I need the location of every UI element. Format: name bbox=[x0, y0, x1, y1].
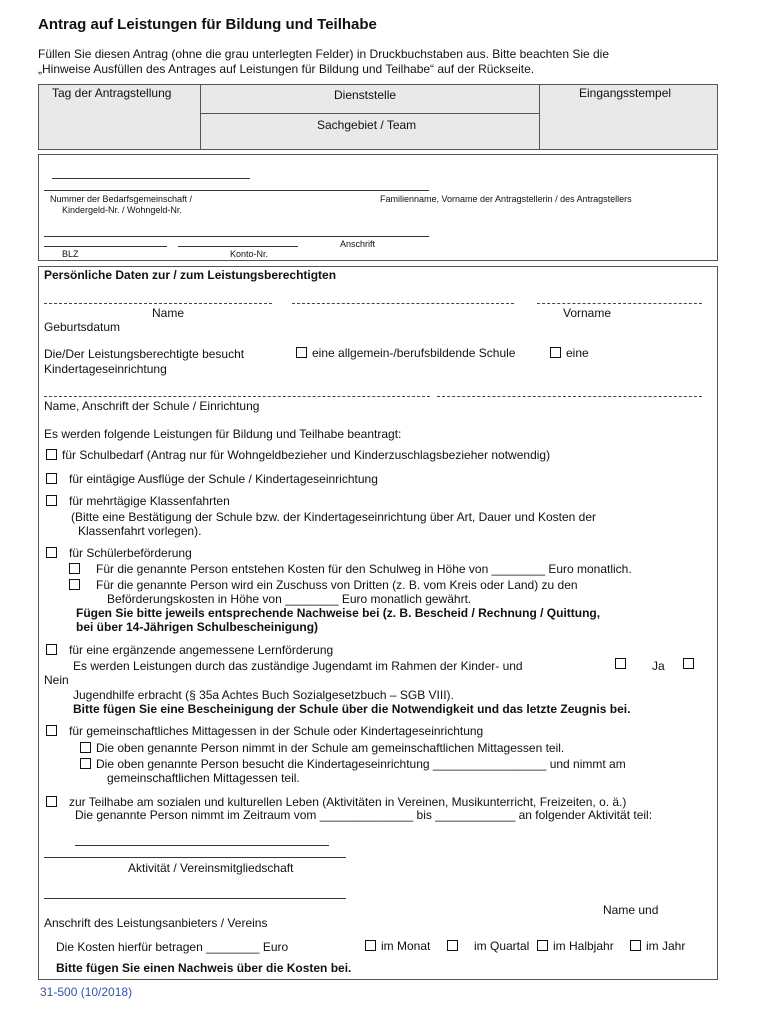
school-option[interactable]: eine allgemein-/berufsbildende Schule bbox=[296, 346, 515, 360]
yearly-checkbox[interactable] bbox=[630, 940, 641, 951]
firstname-label: Vorname bbox=[563, 306, 612, 320]
account-label: Konto-Nr. bbox=[230, 249, 269, 259]
provider-label-2: Anschrift des Leistungsanbieters / Vereins bbox=[44, 916, 268, 930]
befoerderung-a-checkbox[interactable] bbox=[69, 563, 80, 574]
monthly-option[interactable]: im Monat bbox=[365, 939, 430, 953]
school-checkbox[interactable] bbox=[296, 347, 307, 358]
name-label: Name bbox=[152, 306, 185, 320]
befoerderung-b-line-2: Beförderungskosten in Höhe von ________ Euro monatlich gewährt. bbox=[107, 592, 472, 606]
section-label: Sachgebiet / Team bbox=[317, 118, 417, 132]
ausfluege-checkbox[interactable] bbox=[46, 473, 57, 484]
klassenfahrten-checkbox[interactable] bbox=[46, 495, 57, 506]
befoerderung-checkbox[interactable] bbox=[46, 547, 57, 558]
applicant-name-label: Familienname, Vorname der Antragstellerin / des Antragstellers bbox=[380, 194, 632, 204]
personal-heading: Persönliche Daten zur / zum Leistungsberechtigten bbox=[44, 268, 337, 282]
birthdate-label: Geburtsdatum bbox=[44, 320, 121, 334]
befoerderung-b-checkbox[interactable] bbox=[69, 579, 80, 590]
ja-checkbox[interactable] bbox=[615, 657, 626, 671]
teilhabe-checkbox[interactable] bbox=[46, 796, 57, 807]
teilhabe-period: Die genannte Person nimmt im Zeitraum vom ______________ bis ____________ an folgender Aktivität teil: bbox=[75, 808, 653, 822]
school-name-label: Name, Anschrift der Schule / Einrichtung bbox=[44, 399, 260, 413]
mittagessen-a-checkbox[interactable] bbox=[80, 742, 91, 753]
services-heading: Es werden folgende Leistungen für Bildung und Teilhabe beantragt: bbox=[44, 427, 402, 441]
attends-label-2: Kindertageseinrichtung bbox=[44, 362, 167, 376]
nein-checkbox[interactable] bbox=[683, 657, 694, 671]
lernfoerderung-question-2: Jugendhilfe erbracht (§ 35a Achtes Buch Sozialgesetzbuch – SGB VIII). bbox=[73, 688, 454, 702]
lernfoerderung-note: Bitte fügen Sie eine Bescheinigung der Schule über die Notwendigkeit und das letzte Zeugnis bei. bbox=[73, 702, 631, 716]
lernfoerderung-checkbox[interactable] bbox=[46, 644, 57, 655]
activity-label: Aktivität / Vereinsmitgliedschaft bbox=[128, 861, 294, 875]
schulbedarf-checkbox[interactable] bbox=[46, 449, 57, 460]
befoerderung-note-1: Fügen Sie bitte jeweils entsprechende Nachweise bei (z. B. Bescheid / Rechnung / Quittung, bbox=[76, 606, 601, 620]
mittagessen-b-option[interactable]: Die oben genannte Person besucht die Kindertageseinrichtung _________________ und nimmt am bbox=[80, 757, 626, 771]
mittagessen-b-line-2: gemeinschaftlichen Mittagessen teil. bbox=[107, 771, 300, 785]
befoerderung-note-2: bei über 14-Jährigen Schulbescheinigung) bbox=[76, 620, 319, 634]
lernfoerderung-option[interactable]: für eine ergänzende angemessene Lernförderung bbox=[46, 643, 333, 657]
klassenfahrten-option[interactable]: für mehrtägige Klassenfahrten bbox=[46, 494, 230, 508]
halfyear-checkbox[interactable] bbox=[537, 940, 548, 951]
department-label: Dienststelle bbox=[334, 88, 397, 102]
mittagessen-checkbox[interactable] bbox=[46, 725, 57, 736]
mittagessen-b-checkbox[interactable] bbox=[80, 758, 91, 769]
stamp-label: Eingangsstempel bbox=[579, 86, 672, 100]
costs-note: Bitte fügen Sie einen Nachweis über die Kosten bei. bbox=[56, 961, 352, 975]
befoerderung-option[interactable]: für Schülerbeförderung bbox=[46, 546, 192, 560]
teilhabe-option[interactable]: zur Teilhabe am sozialen und kulturellen Leben (Aktivitäten in Vereinen, Musikunterricht, Freizeiten, o. ä.) bbox=[46, 795, 626, 809]
bg-number-label: Nummer der Bedarfsgemeinschaft / bbox=[50, 194, 193, 204]
ja-label: Ja bbox=[652, 659, 665, 673]
befoerderung-b-option[interactable]: Für die genannte Person wird ein Zuschuss von Dritten (z. B. vom Kreis oder Land) zu den bbox=[69, 578, 578, 592]
monthly-checkbox[interactable] bbox=[365, 940, 376, 951]
mittagessen-option[interactable]: für gemeinschaftliches Mittagessen in der Schule oder Kindertageseinrichtung bbox=[46, 724, 483, 738]
provider-label-1: Name und bbox=[603, 903, 659, 917]
mittagessen-a-option[interactable]: Die oben genannte Person nimmt in der Schule am gemeinschaftlichen Mittagessen teil. bbox=[80, 741, 564, 755]
nein-label: Nein bbox=[44, 673, 69, 687]
page-title: Antrag auf Leistungen für Bildung und Teilhabe bbox=[38, 16, 377, 33]
costs-label: Die Kosten hierfür betragen ________ Euro bbox=[56, 940, 289, 954]
halfyear-option[interactable]: im Halbjahr bbox=[537, 939, 614, 953]
intro-line-1: Füllen Sie diesen Antrag (ohne die grau unterlegten Felder) in Druckbuchstaben aus. Bitte beachten Sie die bbox=[38, 47, 610, 61]
schulbedarf-option[interactable]: für Schulbedarf (Antrag nur für Wohngeldbezieher und Kinderzuschlagsbezieher notwendig) bbox=[46, 448, 550, 462]
yearly-option[interactable]: im Jahr bbox=[630, 939, 685, 953]
intro-line-2: „Hinweise Ausfüllen des Antrages auf Leistungen für Bildung und Teilhabe“ auf der Rückseite. bbox=[38, 62, 535, 76]
kita-checkbox[interactable] bbox=[550, 347, 561, 358]
befoerderung-a-option[interactable]: Für die genannte Person entstehen Kosten für den Schulweg in Höhe von ________ Euro monatlich. bbox=[69, 562, 632, 576]
date-label: Tag der Antragstellung bbox=[52, 86, 172, 100]
klassenfahrten-note-1: (Bitte eine Bestätigung der Schule bzw. der Kindertageseinrichtung über Art, Dauer und Kosten der bbox=[71, 510, 596, 524]
bg-number-label-2: Kindergeld-Nr. / Wohngeld-Nr. bbox=[62, 205, 182, 215]
klassenfahrten-note-2: Klassenfahrt vorlegen). bbox=[78, 524, 202, 538]
blz-label: BLZ bbox=[62, 249, 79, 259]
quarterly-option[interactable]: im Quartal bbox=[447, 939, 529, 953]
kita-option[interactable]: eine bbox=[550, 346, 589, 360]
form-number: 31-500 (10/2018) bbox=[40, 985, 133, 999]
address-label: Anschrift bbox=[340, 239, 376, 249]
attends-label: Die/Der Leistungsberechtigte besucht bbox=[44, 347, 245, 361]
ausfluege-option[interactable]: für eintägige Ausflüge der Schule / Kindertageseinrichtung bbox=[46, 472, 378, 486]
lernfoerderung-question-1: Es werden Leistungen durch das zuständige Jugendamt im Rahmen der Kinder- und bbox=[73, 659, 523, 673]
quarterly-checkbox[interactable] bbox=[447, 940, 458, 951]
